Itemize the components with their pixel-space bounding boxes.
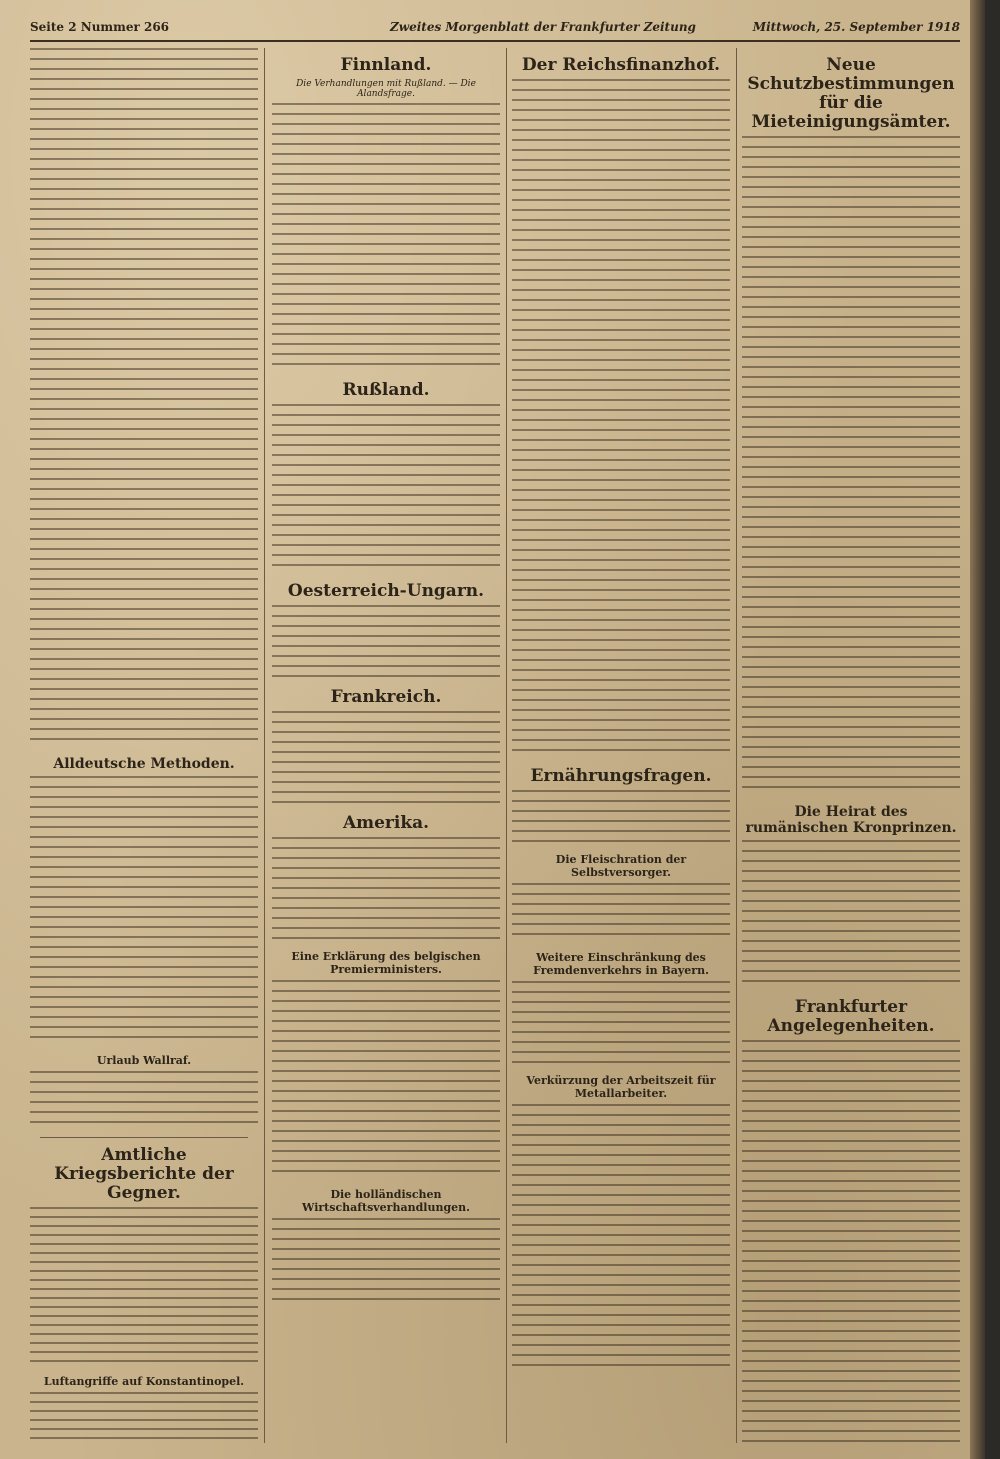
article-body bbox=[272, 605, 500, 680]
article-body bbox=[512, 1104, 730, 1374]
issue-date: Mittwoch, 25. September 1918 bbox=[752, 20, 960, 34]
article-body bbox=[512, 79, 730, 759]
page-number: Seite 2 Nummer 266 bbox=[30, 20, 170, 34]
article-heading: Urlaub Wallraf. bbox=[96, 1054, 192, 1067]
article-body bbox=[742, 136, 960, 796]
article-body bbox=[742, 840, 960, 990]
column-3 bbox=[512, 48, 730, 1443]
article-heading: Amerika. bbox=[342, 813, 430, 833]
article-heading: Rußland. bbox=[342, 380, 430, 400]
masthead bbox=[30, 14, 960, 42]
divider bbox=[40, 1137, 248, 1138]
article-heading: Frankreich. bbox=[330, 687, 442, 707]
column-4 bbox=[742, 48, 960, 1443]
column-rule bbox=[264, 48, 265, 1443]
article-body bbox=[742, 1040, 960, 1443]
column-2 bbox=[272, 48, 500, 1443]
article-heading: Der Reichsfinanzhof. bbox=[521, 55, 721, 75]
column-1 bbox=[30, 48, 258, 1443]
article-body bbox=[30, 776, 258, 1046]
article-heading: Frankfurter Angelegenheiten. bbox=[767, 997, 935, 1036]
article-heading: Ernährungsfragen. bbox=[530, 766, 712, 786]
article-heading: Neue Schutzbestimmungen für die Mieteinigungsämter. bbox=[747, 55, 955, 132]
article-body bbox=[272, 404, 500, 574]
article-body bbox=[272, 1218, 500, 1308]
article-body bbox=[272, 837, 500, 942]
article-heading: Oesterreich-Ungarn. bbox=[287, 581, 485, 601]
article-body bbox=[512, 883, 730, 943]
column-rule bbox=[506, 48, 507, 1443]
article-heading: Eine Erklärung des belgischen Premierministers. bbox=[291, 950, 481, 976]
article-heading: Weitere Einschränkung des Fremdenverkehrs in Bayern. bbox=[533, 951, 709, 977]
article-heading: Amtliche Kriegsberichte der Gegner. bbox=[54, 1145, 234, 1203]
article-heading: Die Fleischration der Selbstversorger. bbox=[555, 853, 687, 879]
page-edge bbox=[970, 0, 985, 1459]
article-heading: Alldeutsche Methoden. bbox=[53, 756, 235, 772]
column-rule bbox=[736, 48, 737, 1443]
article-heading: Die holländischen Wirtschaftsverhandlungen. bbox=[302, 1188, 470, 1214]
newspaper-title: Zweites Morgenblatt der Frankfurter Zeitung bbox=[390, 20, 696, 34]
article-body bbox=[30, 1207, 258, 1367]
article-heading: Luftangriffe auf Konstantinopel. bbox=[43, 1375, 245, 1388]
article-subheading: Die Verhandlungen mit Rußland. — Die Alandsfrage. bbox=[296, 79, 476, 99]
article-body bbox=[272, 711, 500, 806]
article-body bbox=[30, 1071, 258, 1131]
article-heading: Finnland. bbox=[340, 55, 432, 75]
article-body bbox=[30, 48, 258, 748]
article-heading: Verkürzung der Arbeitszeit für Metallarbeiter. bbox=[526, 1074, 716, 1100]
article-body bbox=[30, 1392, 258, 1443]
article-body bbox=[512, 981, 730, 1066]
article-heading: Die Heirat des rumänischen Kronprinzen. bbox=[745, 804, 957, 836]
article-body bbox=[272, 980, 500, 1180]
article-body bbox=[512, 790, 730, 845]
article-body bbox=[272, 103, 500, 373]
